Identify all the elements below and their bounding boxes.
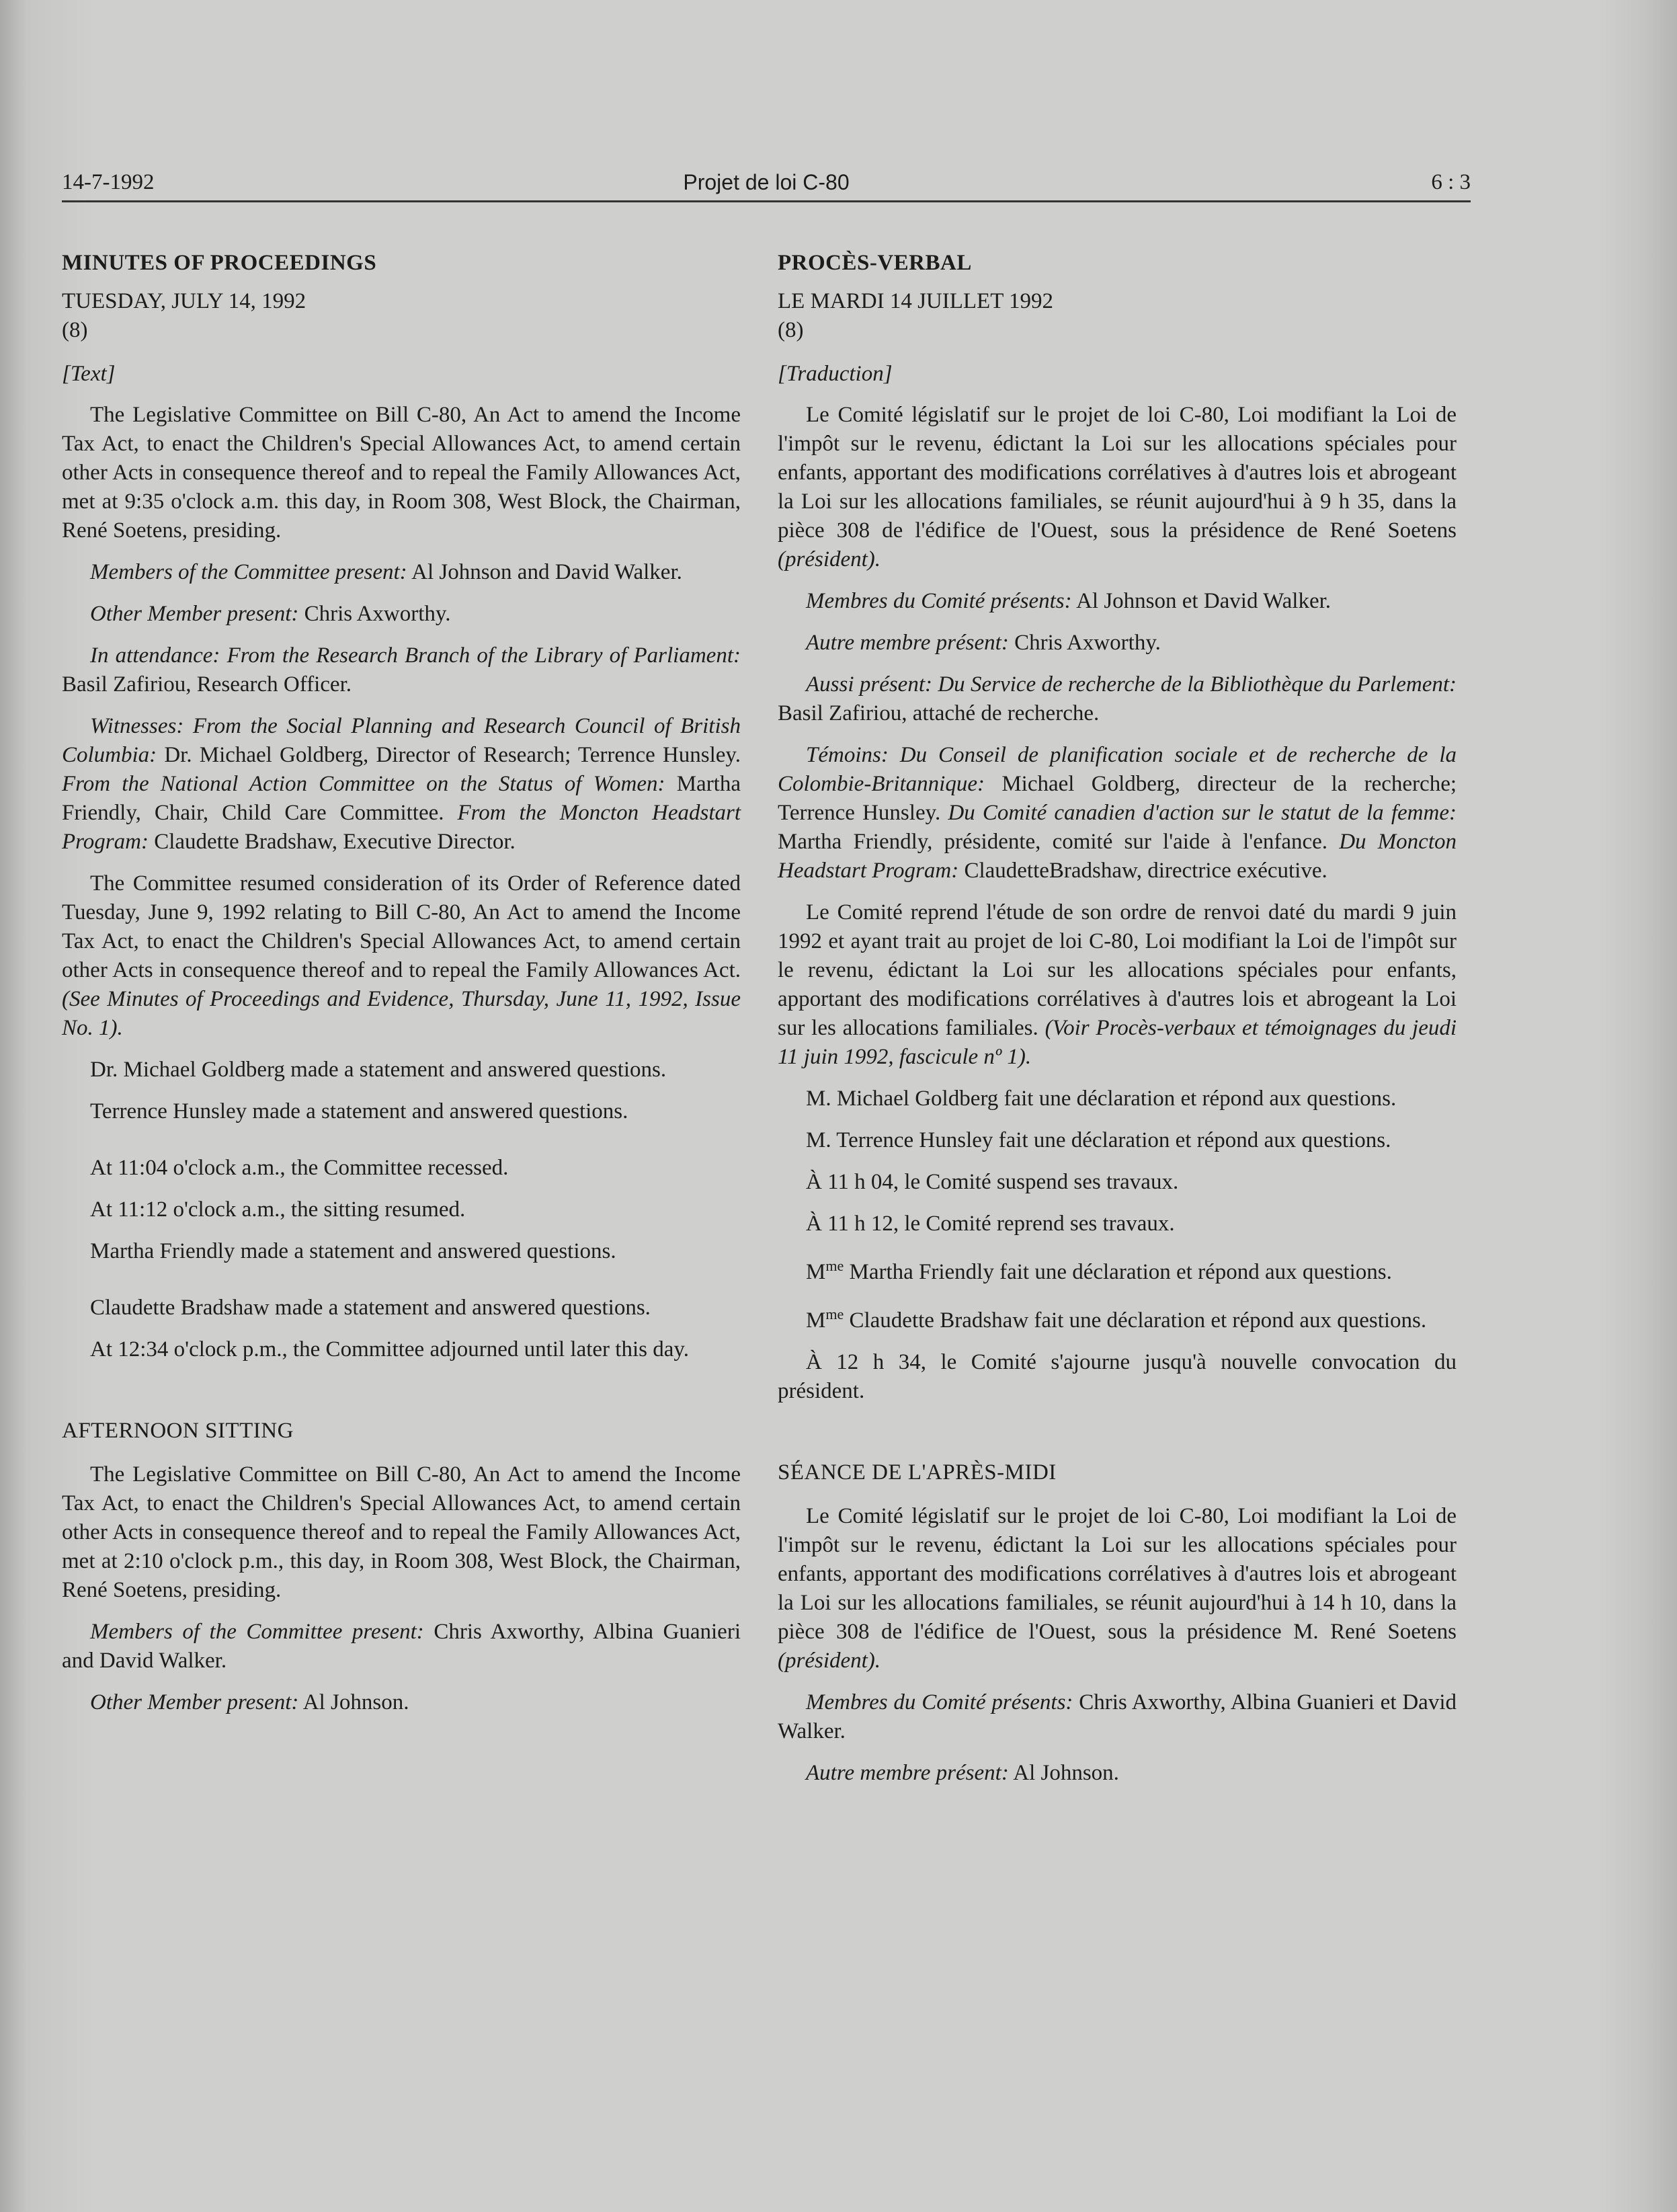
resume-note-fr: À 11 h 12, le Comité reprend ses travaux. <box>806 1212 1175 1236</box>
friendly-sup-fr: me <box>825 1257 844 1274</box>
afternoon-members <box>62 1618 741 1675</box>
bradshaw-prefix-fr: M <box>806 1308 826 1333</box>
french-column <box>778 249 1457 1801</box>
minutes-heading: MINUTES OF PROCEEDINGS <box>62 251 377 275</box>
afternoon-members-label-fr: Membres du Comité présents: <box>806 1690 1073 1714</box>
afternoon-other-name-fr: Al Johnson. <box>1013 1761 1119 1785</box>
afternoon-other-name: Al Johnson. <box>302 1690 409 1714</box>
attendance-label-fr: Aussi présent: Du Service de recherche de la Bibliothèque du Parlement: <box>806 672 1457 697</box>
friendly-statement: Martha Friendly made a statement and answered questions. <box>90 1239 616 1263</box>
goldberg-statement-fr: M. Michael Goldberg fait une déclaration et répond aux questions. <box>806 1087 1397 1111</box>
attendance-names: Basil Zafiriou, Research Officer. <box>62 672 352 697</box>
bradshaw-text-fr: Claudette Bradshaw fait une déclaration et répond aux questions. <box>844 1308 1427 1333</box>
witnesses-group-3: Claudette Bradshaw, Executive Director. <box>154 830 516 854</box>
meeting-number: (8) <box>62 318 88 342</box>
opening-paragraph: The Legislative Committee on Bill C-80, An Act to amend the Income Tax Act, to enact the Children's Special Allowances Act, to amend certain other Acts in consequence thereof and to repeal the Family Allowances Act, met at 9:35 o'clock a.m. this day, in Room 308, West Block, the Chairman, René Soetens, presiding. <box>62 403 741 543</box>
afternoon-other-label-fr: Autre membre présent: <box>806 1761 1009 1785</box>
witnesses-org-3-fr: Du Moncton Headstart Program: <box>778 830 1457 883</box>
hunsley-statement-fr: M. Terrence Hunsley fait une déclaration et répond aux questions. <box>806 1128 1391 1152</box>
witnesses-org-3: From the Moncton Headstart Program: <box>62 801 741 854</box>
other-member-name-fr: Chris Axworthy. <box>1014 631 1161 655</box>
afternoon-text-fr: Le Comité législatif sur le projet de loi C-80, Loi modifiant la Loi de l'impôt sur le revenu, édictant la Loi sur les allocations spéciales pour enfants, apportant des modifications corrélatives à d'autres lois et abrogeant la Loi sur les allocations familiales, se réunit aujourd'hui à 14 h 10, dans la pièce 308 de l'édifice de l'Ouest, sous la présidence M. René Soetens <box>778 1504 1457 1644</box>
english-column <box>62 249 741 1730</box>
witnesses-label: Witnesses: From the Social Planning and Research Council of British Columbia: <box>62 714 741 767</box>
bradshaw-statement-fr <box>778 1300 1457 1335</box>
witnesses-label-fr: Témoins: Du Conseil de planification sociale et de recherche de la Colombie-Britannique: <box>778 743 1457 796</box>
afternoon-paragraph-fr <box>778 1502 1457 1675</box>
recess-note: At 11:04 o'clock a.m., the Committee recessed. <box>90 1156 509 1180</box>
translation-tag: [Traduction] <box>778 362 893 386</box>
adjournment-note-fr: À 12 h 34, le Comité s'ajourne jusqu'à nouvelle convocation du président. <box>778 1350 1457 1403</box>
other-member <box>62 600 741 629</box>
page-header <box>62 165 1471 202</box>
afternoon-other-member-fr <box>778 1759 1457 1788</box>
witnesses-group-2-fr: Martha Friendly, présidente, comité sur l'aide à l'enfance. <box>778 830 1328 854</box>
other-member-fr <box>778 629 1457 658</box>
witnesses-group-1-fr: Michael Goldberg, directeur de la recherche; Terrence Hunsley. <box>778 772 1457 825</box>
afternoon-heading-fr: SÉANCE DE L'APRÈS-MIDI <box>778 1460 1057 1485</box>
adjournment-note: At 12:34 o'clock p.m., the Committee adjourned until later this day. <box>90 1337 689 1361</box>
witnesses-group-1: Dr. Michael Goldberg, Director of Research; Terrence Hunsley. <box>164 743 741 767</box>
afternoon-members-names-fr: Chris Axworthy, Albina Guanieri et David Walker. <box>778 1690 1457 1743</box>
resumed-consideration-fr <box>778 898 1457 1072</box>
opening-text-fr: Le Comité législatif sur le projet de loi C-80, Loi modifiant la Loi de l'impôt sur le revenu, édictant la Loi sur les allocations spéciales pour enfants, apportant des modifications corrélatives à d'autres lois et abrogeant la Loi sur les allocations familiales, se réunit aujourd'hui à 9 h 35, dans la pièce 308 de l'édifice de l'Ouest, sous la présidence de René Soetens <box>778 403 1457 543</box>
resumed-reference-fr: (Voir Procès-verbaux et témoignages du jeudi 11 juin 1992, fascicule nº 1). <box>778 1016 1457 1069</box>
in-attendance-fr <box>778 670 1457 728</box>
header-page-number: 6 : 3 <box>1431 170 1471 194</box>
members-names-fr: Al Johnson et David Walker. <box>1076 589 1332 613</box>
witnesses-org-2: From the National Action Committee on the Status of Women: <box>62 772 665 796</box>
witnesses-group-2: Martha Friendly, Chair, Child Care Committee. <box>62 772 741 825</box>
friendly-statement-fr <box>778 1251 1457 1287</box>
witnesses-fr <box>778 741 1457 885</box>
members-present-fr <box>778 587 1457 616</box>
members-names: Al Johnson and David Walker. <box>411 560 682 584</box>
afternoon-other-member <box>62 1688 741 1717</box>
resume-note: At 11:12 o'clock a.m., the sitting resumed. <box>90 1197 466 1222</box>
bradshaw-sup-fr: me <box>825 1306 844 1322</box>
resumed-consideration <box>62 869 741 1043</box>
proces-verbal-heading: PROCÈS-VERBAL <box>778 251 972 275</box>
opening-paragraph-fr <box>778 401 1457 574</box>
witnesses-group-3-fr: ClaudetteBradshaw, directrice exécutive. <box>964 859 1327 883</box>
attendance-names-fr: Basil Zafiriou, attaché de recherche. <box>778 701 1100 725</box>
header-title: Projet de loi C-80 <box>683 170 850 194</box>
members-label-fr: Membres du Comité présents: <box>806 589 1072 613</box>
resumed-text-fr: Le Comité reprend l'étude de son ordre de renvoi daté du mardi 9 juin 1992 et ayant trait au projet de loi C-80, Loi modifiant la Loi de l'impôt sur le revenu, édictant la Loi sur les allocations spéciales pour enfants, apportant des modifications corrélatives à d'autres lois et abrogeant la Loi sur les allocations familiales. <box>778 900 1457 1040</box>
recess-note-fr: À 11 h 04, le Comité suspend ses travaux. <box>806 1170 1179 1194</box>
bradshaw-statement: Claudette Bradshaw made a statement and answered questions. <box>90 1296 651 1320</box>
header-date: 14-7-1992 <box>62 170 155 194</box>
meeting-number-fr: (8) <box>778 318 804 342</box>
opening-end-fr: (président). <box>778 547 881 571</box>
resumed-text: The Committee resumed consideration of its Order of Reference dated Tuesday, June 9, 1992 relating to Bill C-80, An Act to amend the Income Tax Act, to enact the Children's Special Allowances Act, to amend certain other Acts in consequence thereof and to repeal the Family Allowances Act. <box>62 871 741 982</box>
witnesses-org-2-fr: Du Comité canadien d'action sur le statut de la femme: <box>948 801 1457 825</box>
other-member-label-fr: Autre membre présent: <box>806 631 1009 655</box>
afternoon-members-label: Members of the Committee present: <box>90 1620 424 1644</box>
in-attendance <box>62 641 741 699</box>
afternoon-paragraph: The Legislative Committee on Bill C-80, An Act to amend the Income Tax Act, to enact the Children's Special Allowances Act, to amend certain other Acts in consequence thereof and to repeal the Family Allowances Act, met at 2:10 o'clock p.m., this day, in Room 308, West Block, the Chairman, René Soetens, presiding. <box>62 1462 741 1602</box>
other-member-name: Chris Axworthy. <box>304 602 451 626</box>
afternoon-members-fr <box>778 1688 1457 1746</box>
afternoon-other-label: Other Member present: <box>90 1690 299 1714</box>
friendly-prefix-fr: M <box>806 1260 826 1284</box>
afternoon-members-names: Chris Axworthy, Albina Guanieri and David Walker. <box>62 1620 741 1673</box>
meeting-date-fr: LE MARDI 14 JUILLET 1992 <box>778 289 1054 313</box>
hunsley-statement: Terrence Hunsley made a statement and answered questions. <box>90 1099 628 1123</box>
friendly-text-fr: Martha Friendly fait une déclaration et répond aux questions. <box>844 1260 1392 1284</box>
witnesses <box>62 712 741 857</box>
resumed-reference: (See Minutes of Proceedings and Evidence, Thursday, June 11, 1992, Issue No. 1). <box>62 987 741 1040</box>
afternoon-end-fr: (président). <box>778 1649 881 1673</box>
other-member-label: Other Member present: <box>90 602 299 626</box>
afternoon-heading: AFTERNOON SITTING <box>62 1419 294 1443</box>
text-tag: [Text] <box>62 362 116 386</box>
attendance-label: In attendance: From the Research Branch of the Library of Parliament: <box>90 643 741 668</box>
members-present <box>62 558 741 587</box>
goldberg-statement: Dr. Michael Goldberg made a statement and answered questions. <box>90 1058 667 1082</box>
meeting-date: TUESDAY, JULY 14, 1992 <box>62 289 306 313</box>
members-label: Members of the Committee present: <box>90 560 407 584</box>
